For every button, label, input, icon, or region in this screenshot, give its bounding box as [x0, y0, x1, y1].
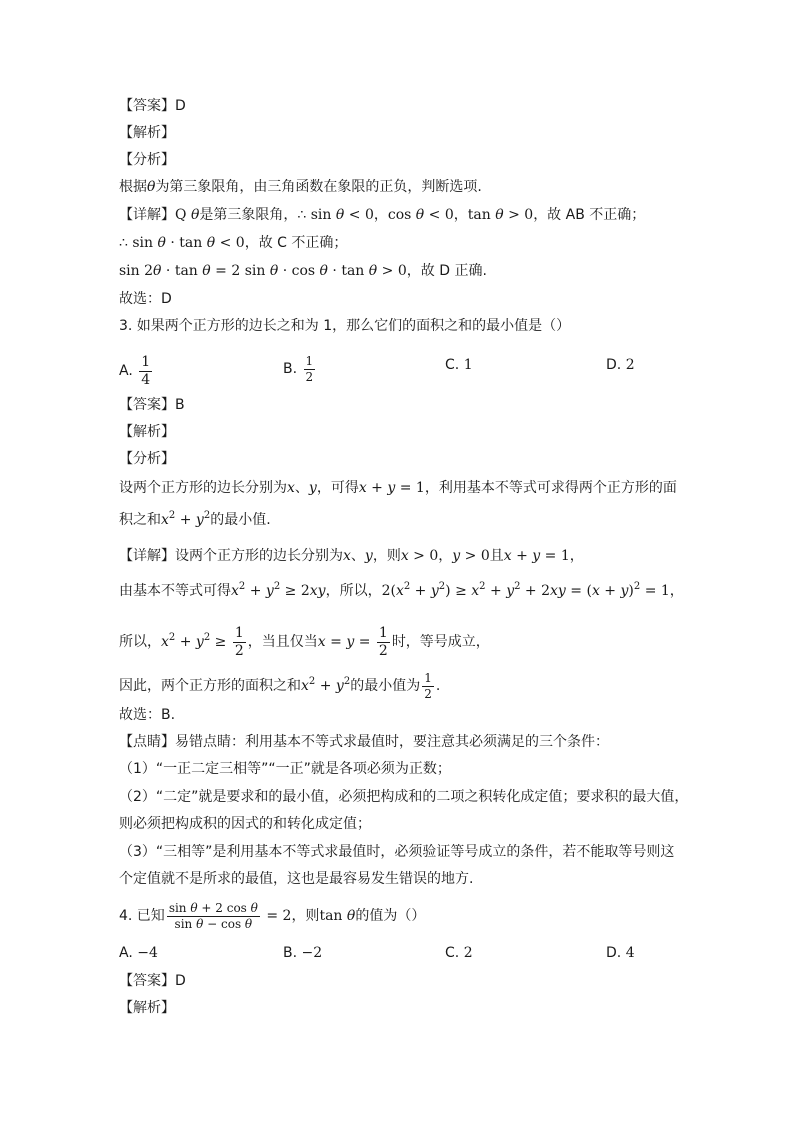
- fenxi-heading-q3: 【分析】: [119, 451, 175, 467]
- math-sum-eq-one: x + y = 1: [358, 480, 425, 496]
- q2-detail-line3: sin 2θ · tan θ = 2 sin θ · cos θ · tan θ > 0，故 D 正确.: [119, 263, 487, 279]
- q3-tip-1: （1）“一正二定三相等”“一正”就是各项必须为正数；: [119, 761, 451, 777]
- q2-analysis-text: 根据θ为第三象限角，由三角函数在象限的正负，判断选项.: [119, 179, 482, 195]
- frac-one-half: $\frac{1}{2}$: [305, 354, 314, 384]
- q3-tip-3a: （3）“三相等”是利用基本不等式求最值时，必须验证等号成立的条件，若不能取等号则这: [119, 844, 675, 860]
- q4-fraction: $\frac{\text{sin θ + 2 cos θ}}{\text{sin θ − cos θ}}$: [168, 901, 258, 931]
- q3-tip: 【点睛】易错点睛：利用基本不等式求最值时，要注意其必须满足的三个条件：: [119, 734, 609, 750]
- analysis-heading-q3: 【解析】: [119, 424, 175, 440]
- answer-value: D: [175, 98, 186, 114]
- math-theta: θ: [147, 179, 156, 195]
- math-amgm: $x^2 + y^2 \ge 2xy$: [231, 581, 326, 599]
- q2-detail-line2: ∴ sin θ · tan θ < 0，故 C 不正确；: [119, 235, 348, 251]
- q4-option-b: B. −2: [283, 945, 323, 961]
- analysis-heading-q4: 【解析】: [119, 1000, 175, 1016]
- q3-option-b: B. $\frac{1}{2}$: [283, 354, 314, 384]
- q4-option-a: A. −4: [119, 945, 158, 961]
- math-sum-squares: $x^2 + y^2$: [161, 510, 211, 528]
- fenxi-heading-q2: 【分析】: [119, 152, 175, 168]
- q3-stem: 3. 如果两个正方形的边长之和为 1，那么它们的面积之和的最小值是（）: [119, 318, 571, 334]
- q4-stem: 4. 已知 $\frac{\text{sin θ + 2 cos θ}}{\text{sin θ − cos θ}}$ = 2，则tan θ的值为（）: [119, 901, 426, 931]
- q3-tip-3b: 个定值就不是所求的最值，这也是最容易发生错误的地方.: [119, 871, 474, 887]
- math-double-sum: $2(x^2 + y^2) \ge x^2 + y^2 + 2xy = (x + y)^2 = 1$: [381, 581, 670, 599]
- q3-tip-2a: （2）“二定”就是要求和的最小值，必须把构成和的二项之积转化成定值；要求积的最大值，: [119, 789, 689, 805]
- math-sin2theta: sin 2θ · tan θ = 2 sin θ · cos θ · tan θ > 0: [119, 263, 407, 279]
- math-cos-neg: cos θ < 0: [387, 207, 454, 223]
- q3-option-a: A. $\frac{1}{4}$: [119, 354, 151, 388]
- q3-analysis-line2: 积之和$x^2 + y^2$的最小值.: [119, 510, 271, 528]
- q3-analysis-line1: 设两个正方形的边长分别为x、y，可得x + y = 1，利用基本不等式可求得两个正方形的面: [119, 480, 677, 496]
- q3-option-d: D. 2: [606, 357, 635, 373]
- answer-line-q4: 【答案】D: [119, 973, 186, 989]
- answer-tag: 【答案】: [119, 98, 175, 114]
- math-because-theta: Q θ: [175, 207, 200, 223]
- q2-choice: 故选：D: [119, 291, 172, 307]
- answer-line-q3: 【答案】B: [119, 397, 185, 413]
- analysis-heading-q2: 【解析】: [119, 125, 175, 141]
- q3-detail-line4: 因此，两个正方形的面积之和$x^2 + y^2$的最小值为 $\frac{1}{2}$ .: [119, 671, 441, 701]
- frac-one-quarter: $\frac{1}{4}$: [141, 354, 151, 388]
- math-tan-pos: tan θ > 0: [467, 207, 534, 223]
- q3-choice: 故选：B.: [119, 707, 176, 723]
- q3-detail-line2: 由基本不等式可得$x^2 + y^2 \ge 2xy$，所以，$2(x^2 + y^2) \ge x^2 + y^2 + 2xy = (x + y)^2 = 1$，: [119, 581, 684, 599]
- math-sin-neg: ∴ sin θ < 0: [297, 207, 374, 223]
- q4-option-d: D. 4: [606, 945, 635, 961]
- q2-detail-line1: 【详解】Q θ是第三象限角，∴ sin θ < 0，cos θ < 0，tan θ > 0，故 AB 不正确；: [119, 207, 646, 223]
- q3-detail-line1: 【详解】设两个正方形的边长分别为x、y，则x > 0，y > 0且x + y = 1，: [119, 548, 584, 564]
- detail-tag: 【详解】: [119, 207, 175, 223]
- math-sin-tan-product: ∴ sin θ · tan θ < 0: [119, 235, 245, 251]
- answer-line-q2: [119, 96, 186, 116]
- q3-detail-line3: 所以，$x^2 + y^2$ ≥ $\frac{1}{2}$ ，当且仅当x = y = $\frac{1}{2}$ 时，等号成立，: [119, 625, 490, 659]
- q4-option-c: C. 2: [445, 945, 473, 961]
- q3-option-c: C. 1: [445, 357, 473, 373]
- q3-tip-2b: 则必须把构成积的因式的和转化成定值；: [119, 816, 371, 832]
